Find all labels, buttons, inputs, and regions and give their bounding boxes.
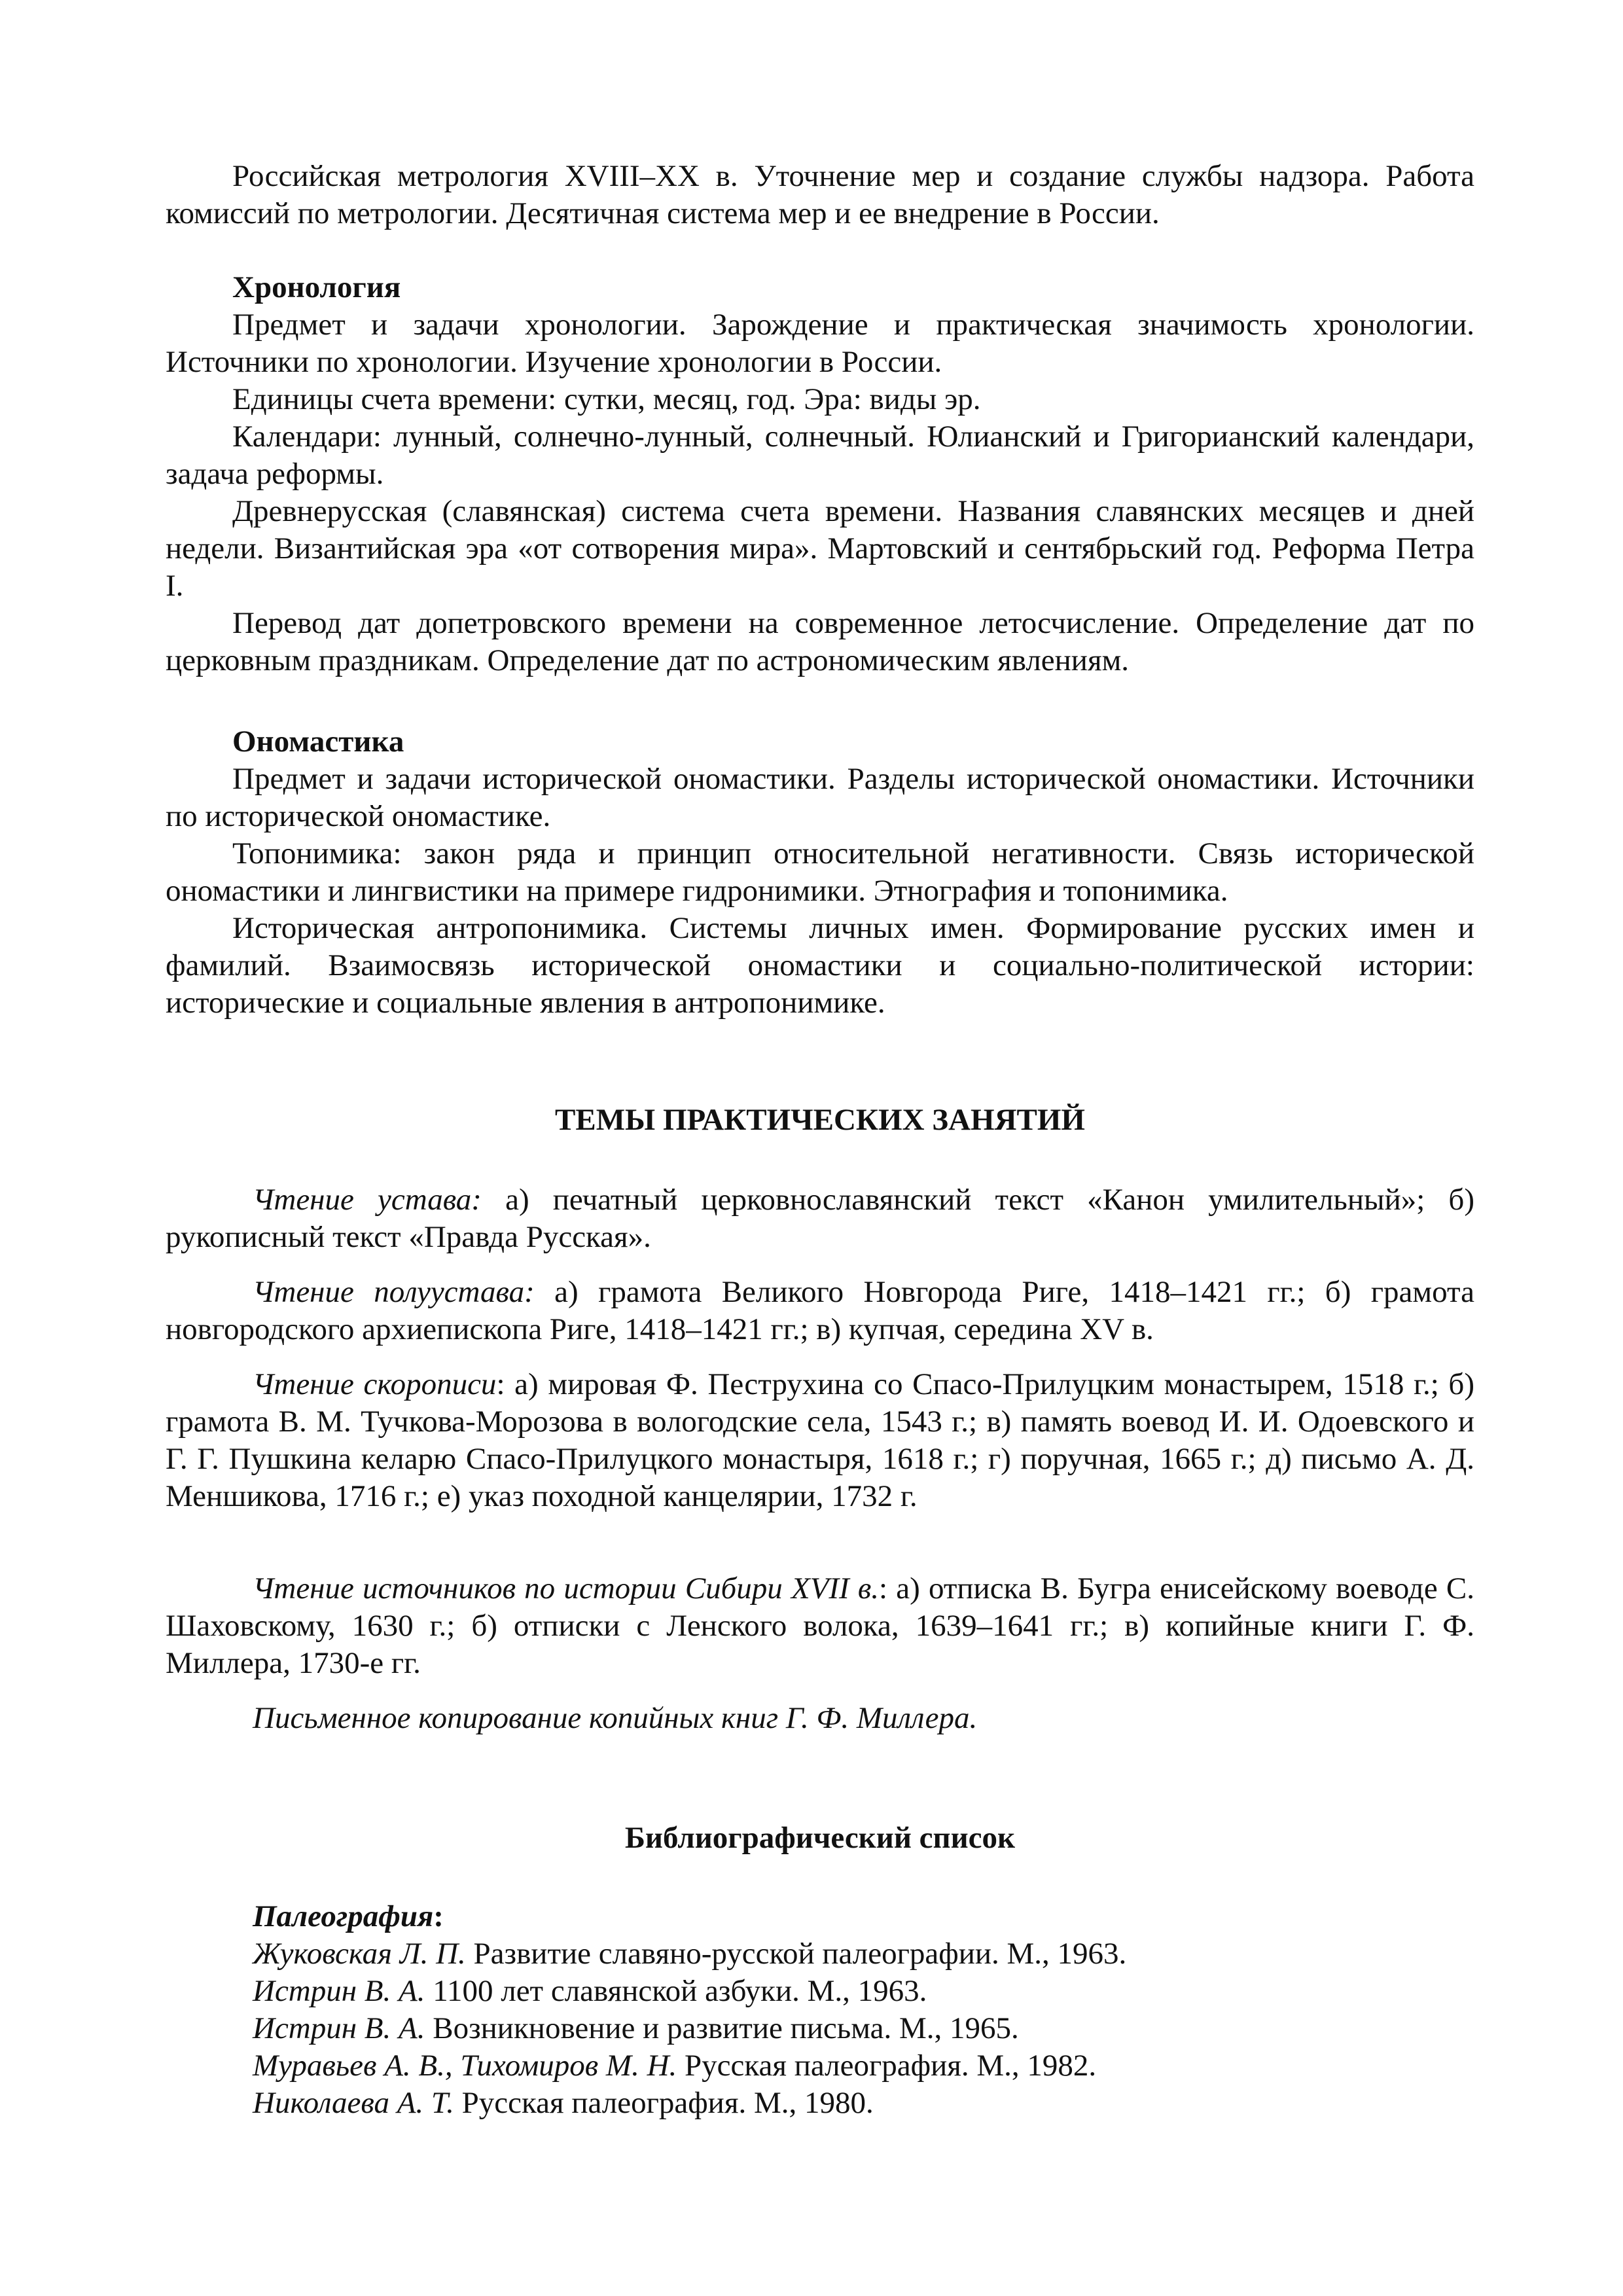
practice-item-label: Письменное копирование копийных книг Г. Ф. Миллера. (253, 1701, 978, 1735)
onomastics-heading: Ономастика (232, 725, 404, 759)
chronology-paragraph-1: Предмет и задачи хронологии. Зарождение и практическая значимость хронологии. Источники по хронологии. Изучение хронологии в России. (166, 308, 1474, 379)
bibliography-list (166, 1898, 1474, 2122)
entry-author: Жуковская Л. П. (253, 1937, 466, 1971)
practice-heading: ТЕМЫ ПРАКТИЧЕСКИХ ЗАНЯТИЙ (555, 1103, 1085, 1137)
practice-item-1 (166, 1181, 1474, 1256)
bibliography-entry (166, 1973, 1474, 2010)
bibliography-entry (166, 2047, 1474, 2085)
practice-item-4 (166, 1570, 1474, 1682)
practice-item-text: а) печатный церковнославянский текст «Канон умилительный»; б) рукописный текст «Правда Русская». (166, 1183, 1474, 1254)
bibliography-entry (166, 1935, 1474, 1973)
bibliography-entry (166, 2010, 1474, 2047)
chronology-paragraph-5: Перевод дат допетровского времени на современное летосчисление. Определение дат по церковным праздникам. Определение дат по астрономическим явлениям. (166, 606, 1474, 677)
entry-title: 1100 лет славянской азбуки. М., 1963. (425, 1974, 927, 2008)
chronology-paragraph-4: Древнерусская (славянская) система счета времени. Названия славянских месяцев и дней недели. Византийская эра «от сотворения мира». Мартовский и сентябрьский год. Реформа Петра I. (166, 494, 1474, 603)
onomastics-paragraph-3: Историческая антропонимика. Системы личных имен. Формирование русских имен и фамилий. Взаимосвязь исторической ономастики и социально-политической истории: исторические и социальные явления в антропонимике. (166, 911, 1474, 1020)
practice-item-label: Чтение скорописи (253, 1367, 497, 1401)
metrology-paragraph: Российская метрология XVIII–XX в. Уточнение мер и создание службы надзора. Работа комиссий по метрологии. Десятичная система мер и ее внедрение в России. (166, 159, 1474, 230)
entry-title: Возникновение и развитие письма. М., 1965. (425, 2011, 1019, 2045)
bibliography-heading: Библиографический список (624, 1821, 1016, 1855)
onomastics-paragraph-2: Топонимика: закон ряда и принцип относительной негативности. Связь исторической ономастики и лингвистики на примере гидронимики. Этнография и топонимика. (166, 836, 1474, 908)
chronology-section (166, 269, 1474, 679)
chronology-paragraph-2: Единицы счета времени: сутки, месяц, год. Эра: виды эр. (232, 382, 981, 416)
practice-item-label: Чтение устава: (253, 1183, 482, 1217)
practice-item-text: : а) мировая Ф. Пеструхина со Спасо-Прилуцким монастырем, 1518 г.; б) грамота В. М. Тучкова-Морозова в вологодские села, 1543 г.; в) память воевод И. И. Одоевского и Г. Г. Пушкина келарю Спасо-Прилуцкого монастыря, 1618 г.; г) поручная, 1665 г.; д) письмо А. Д. Меншикова, 1716 г.; е) указ походной канцелярии, 1732 г. (166, 1367, 1474, 1513)
chronology-heading: Хронология (232, 270, 401, 304)
onomastics-section (166, 723, 1474, 1022)
practice-heading-block (166, 1102, 1474, 1139)
chronology-paragraph-3: Календари: лунный, солнечно-лунный, солнечный. Юлианский и Григорианский календари, задача реформы. (166, 420, 1474, 491)
practice-item-label: Чтение источников по истории Сибири XVII в. (253, 1571, 880, 1605)
entry-title: Русская палеография. М., 1980. (454, 2086, 874, 2120)
practice-item-label: Чтение полуустава: (253, 1275, 535, 1309)
entry-title: Русская палеография. М., 1982. (677, 2049, 1097, 2083)
practice-item-text: а) грамота Великого Новгорода Риге, 1418–1421 гг.; б) грамота новгородского архиепископа Риге, 1418–1421 гг.; в) купчая, середина XV в. (166, 1275, 1474, 1346)
entry-title: Развитие славяно-русской палеографии. М., 1963. (465, 1937, 1127, 1971)
practice-item-text: : а) отписка В. Бугра енисейскому воеводе С. Шаховскому, 1630 г.; б) отписки с Ленского волока, 1639–1641 гг.; в) копийные книги Г. Ф. Миллера, 1730-е гг. (166, 1571, 1474, 1680)
entry-author: Николаева А. Т. (253, 2086, 454, 2120)
metrology-section (166, 158, 1474, 232)
practice-item-2 (166, 1274, 1474, 1348)
practice-item-5 (166, 1700, 1474, 1737)
bibliography-entry (166, 2085, 1474, 2122)
onomastics-paragraph-1: Предмет и задачи исторической ономастики. Разделы исторической ономастики. Источники по исторической ономастике. (166, 762, 1474, 833)
practice-item-3 (166, 1366, 1474, 1515)
entry-author: Муравьев А. В., Тихомиров М. Н. (253, 2049, 677, 2083)
entry-author: Истрин В. А. (253, 1974, 425, 2008)
bibliography-section-title: Палеография: (253, 1899, 444, 1933)
entry-author: Истрин В. А. (253, 2011, 425, 2045)
bibliography-heading-block (166, 1820, 1474, 1857)
